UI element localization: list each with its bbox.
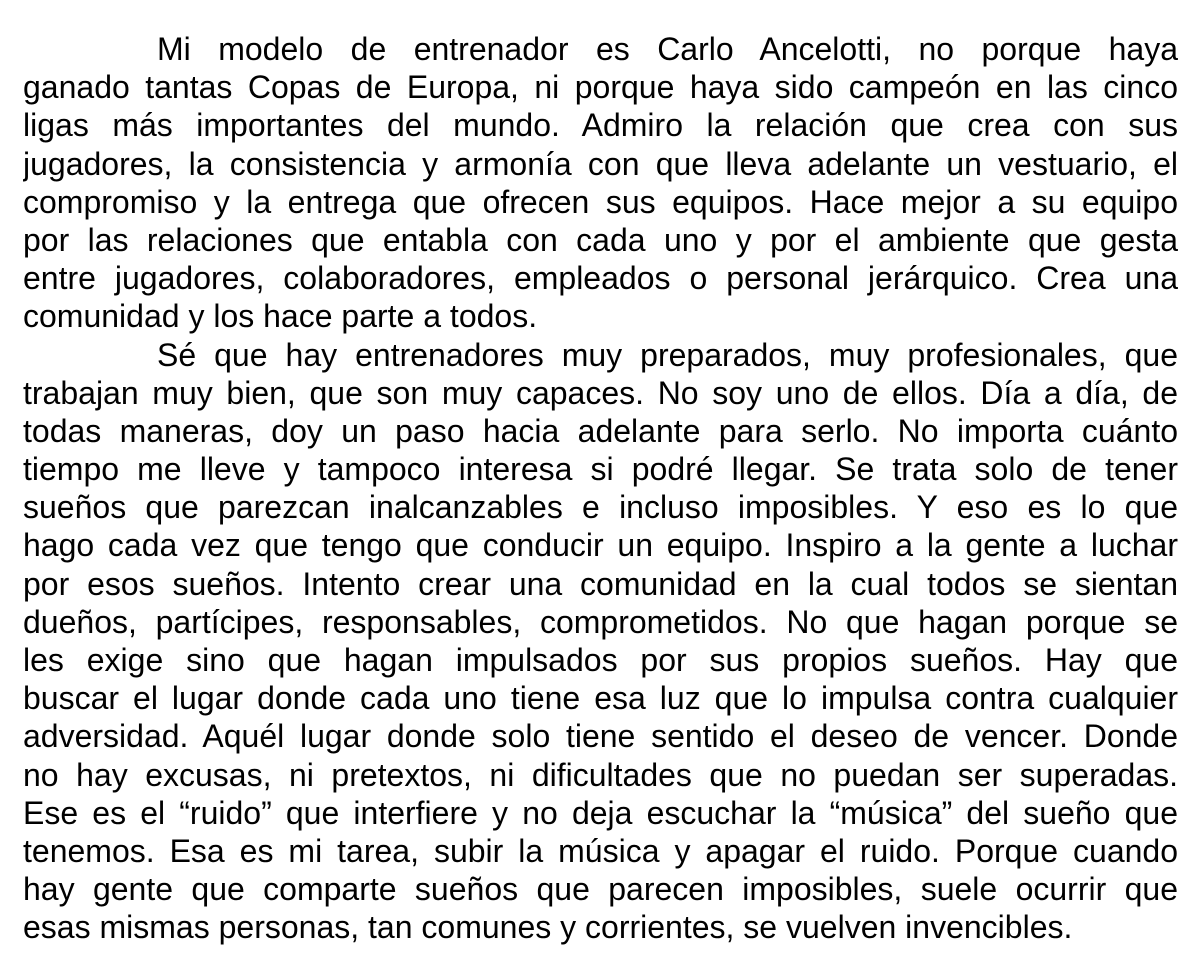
paragraph-ancelotti — [0, 30, 1200, 336]
text-line: trabajan muy bien, que son muy capaces. No soy uno de ellos. Día a día, de — [23, 374, 1178, 411]
text-line: ligas más importantes del mundo. Admiro la relación que crea con sus — [23, 107, 1178, 144]
text-line: compromiso y la entrega que ofrecen sus equipos. Hace mejor a su equipo — [23, 183, 1178, 220]
text-line: tenemos. Esa es mi tarea, subir la música y apagar el ruido. Porque cuando — [23, 832, 1178, 869]
text-line: adversidad. Aquél lugar donde solo tiene sentido el deseo de vencer. Donde — [23, 718, 1178, 755]
text-line: jugadores, la consistencia y armonía con que lleva adelante un vestuario, el — [23, 145, 1178, 182]
text-line: sueños que parezcan inalcanzables e incluso imposibles. Y eso es lo que — [23, 489, 1178, 526]
text-line: buscar el lugar donde cada uno tiene esa luz que lo impulsa contra cualquier — [23, 680, 1178, 717]
text-line: hago cada vez que tengo que conducir un equipo. Inspiro a la gente a luchar — [23, 527, 1178, 564]
paragraph-suenos — [0, 336, 1200, 947]
text-line: dueños, partícipes, responsables, comprometidos. No que hagan porque se — [23, 603, 1178, 640]
text-line: esas mismas personas, tan comunes y corrientes, se vuelven invencibles. — [23, 909, 1073, 946]
text-line: Mi modelo de entrenador es Carlo Ancelotti, no porque haya — [157, 31, 1178, 67]
text-line: por las relaciones que entabla con cada uno y por el ambiente que gesta — [23, 221, 1178, 258]
text-line: les exige sino que hagan impulsados por sus propios sueños. Hay que — [23, 642, 1178, 678]
text-line: comunidad y los hace parte a todos. — [23, 298, 538, 335]
text-line: todas maneras, doy un paso hacia adelante para serlo. No importa cuánto — [23, 412, 1178, 449]
text-line: ganado tantas Copas de Europa, ni porque haya sido campeón en las cinco — [23, 69, 1178, 106]
text-line: no hay excusas, ni pretextos, ni dificultades que no puedan ser superadas. — [23, 756, 1178, 793]
text-line: por esos sueños. Intento crear una comunidad en la cual todos se sientan — [23, 565, 1178, 602]
text-line: Sé que hay entrenadores muy preparados, muy profesionales, que — [157, 336, 1178, 373]
text-line: Ese es el “ruido” que interfiere y no deja escuchar la “música” del sueño que — [23, 794, 1178, 831]
text-line: hay gente que comparte sueños que parecen imposibles, suele ocurrir que — [23, 871, 1178, 908]
text-line: entre jugadores, colaboradores, empleados o personal jerárquico. Crea una — [23, 260, 1178, 297]
text-line: tiempo me lleve y tampoco interesa si podré llegar. Se trata solo de tener — [23, 451, 1178, 488]
